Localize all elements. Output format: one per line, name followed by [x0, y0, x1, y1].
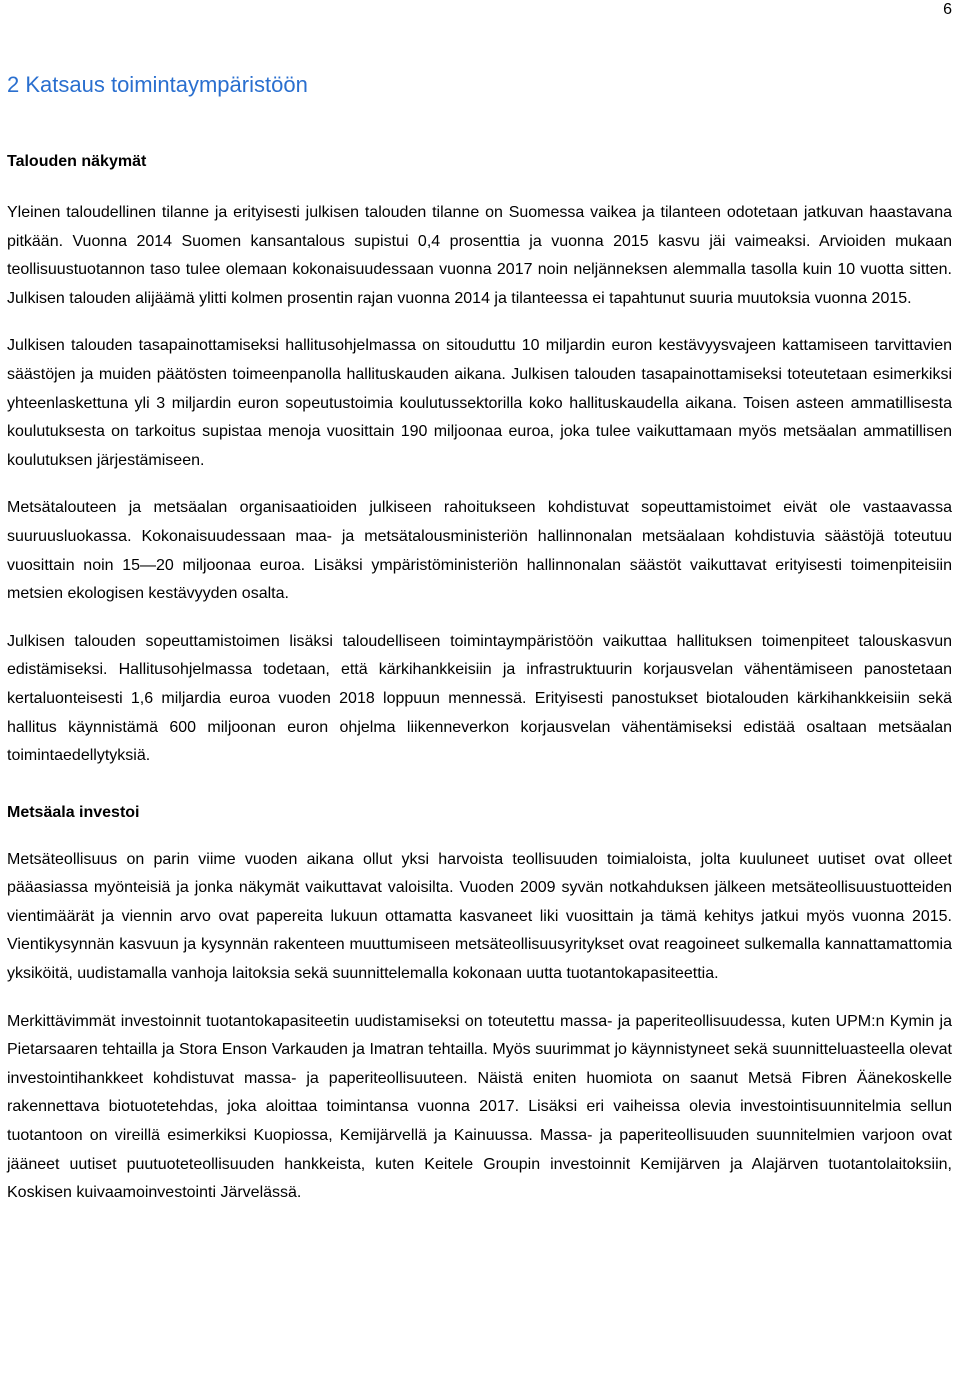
paragraph: Julkisen talouden tasapainottamiseksi hallitusohjelmassa on sitouduttu 10 miljardin euron kestävyysvajeen kattamiseen tarvittavien säästöjen ja muiden päätösten toimeenpanolla hallituskauden aikana. Julkisen talouden tasapainottamiseksi toteutetaan esimerkiksi yhteenlaskettuna yli 3 miljardin euron sopeutustoimia koulutussektorilla koko hallituskaudella aikana. Toisen asteen ammatillisesta koulutuksesta on tarkoitus supistaa menoja vuosittain 190 miljoonaa euroa, joka tulee vaikuttamaan myös metsäalan ammatillisen koulutuksen järjestämiseen. [7, 337, 952, 469]
paragraph: Yleinen taloudellinen tilanne ja erityisesti julkisen talouden tilanne on Suomessa vaikea ja tilanteen odotetaan jatkuvan haastavana pitkään. Vuonna 2014 Suomen kansantalous supistui 0,4 prosenttia ja vuonna 2015 kasvu jäi vaimeaksi. Arvioiden mukaan teollisuustuotannon taso tulee olemaan kokonaisuudessaan vuonna 2017 noin neljänneksen alemmalla tasolla kuin 10 vuotta sitten. Julkisen talouden alijäämä ylitti kolmen prosentin rajan vuonna 2014 ja tilanteessa ei tapahtunut suuria muutoksia vuonna 2015. [7, 204, 952, 307]
page-number: 6 [943, 1, 952, 18]
section-heading-metsaala-investoi: Metsäala investoi [7, 803, 140, 821]
section-heading-talouden-nakymat: Talouden näkymät [7, 153, 147, 170]
paragraph: Metsäteollisuus on parin viime vuoden aikana ollut yksi harvoista teollisuuden toimialoista, jolta kuuluneet uutiset ovat olleet pääasiassa myönteisiä ja jonka näkymät vaikuttavat valoisilta. Vuoden 2009 syvän notkahduksen jälkeen metsäteollisuustuotteiden vientimäärät ja viennin arvo ovat papereita lukuun ottamatta kasvaneet liki vuosittain ja tämä kehitys jatkui myös vuonna 2015. Vientikysynnän kasvuun ja kysynnän rakenteen muuttumiseen metsäteollisuusyritykset ovat reagoineet sulkemalla kannattamattomia yksiköitä, uudistamalla vanhoja laitoksia sekä suunnittelemalla kokonaan uutta tuotantokapasiteettia. [7, 850, 952, 983]
paragraph: Julkisen talouden sopeuttamistoimen lisäksi taloudelliseen toimintaympäristöön vaikuttaa hallituksen toimenpiteet talouskasvun edistämiseksi. Hallitusohjelmassa todetaan, että kärkihankkeisiin ja infrastruktuurin korjausvelan vähentämiseen panostetaan kertaluonteisesti 1,6 miljardia euroa vuoden 2018 loppuun mennessä. Erityisesti panostukset biotalouden kärkihankkeisiin sekä hallitus käynnistämä 600 miljoonan euron ohjelma liikenneverkon korjausvelan vähentämiseksi edistää osaltaan metsäalan toimintaedellytyksiä. [7, 632, 952, 765]
paragraph: Merkittävimmät investoinnit tuotantokapasiteetin uudistamiseksi on toteutettu massa- ja paperiteollisuudessa, kuten UPM:n Kymin ja Pietarsaaren tehtailla ja Stora Enson Varkauden ja Imatran tehtailla. Myös suurimmat jo käynnistyneet sekä suunnitteluasteella olevat investointihankkeet kohdistuvat massa- ja paperiteollisuuteen. Näistä eniten huomiota on saanut Metsä Fibren Äänekoskelle rakennettava biotuotetehdas, joka aloittaa toimintansa vuonna 2017. Lisäksi eri vaiheissa olevia investointisuunnitelmia sellun tuotantoon on vireillä esimerkiksi Kuopiossa, Kemijärvellä ja Kainuussa. Massa- ja paperiteollisuuden suunnitelmien varjoon ovat jääneet uutiset puutuoteteollisuuden hankkeista, kuten Keitele Groupin investoinnit Kemijärven ja Alajärven tuotantolaitoksiin, Koskisen kuivaamoinvestointi Järvelässä. [7, 1012, 952, 1202]
paragraph: Metsätalouteen ja metsäalan organisaatioiden julkiseen rahoitukseen kohdistuvat sopeuttamistoimet eivät ole vastaavassa suuruusluokassa. Kokonaisuudessaan maa- ja metsätalousministeriön hallinnonalan metsäalaan kohdistuvia säästöjä toteutuu vuosittain noin 15—20 miljoonaa euroa. Lisäksi ympäristöministeriön hallinnonalan säästöt vaikuttavat erityisesti toimenpiteisiin metsien ekologisen kestävyyden osalta. [7, 499, 952, 603]
chapter-title: 2 Katsaus toimintaympäristöön [7, 72, 308, 97]
document-body [7, 70, 952, 1208]
